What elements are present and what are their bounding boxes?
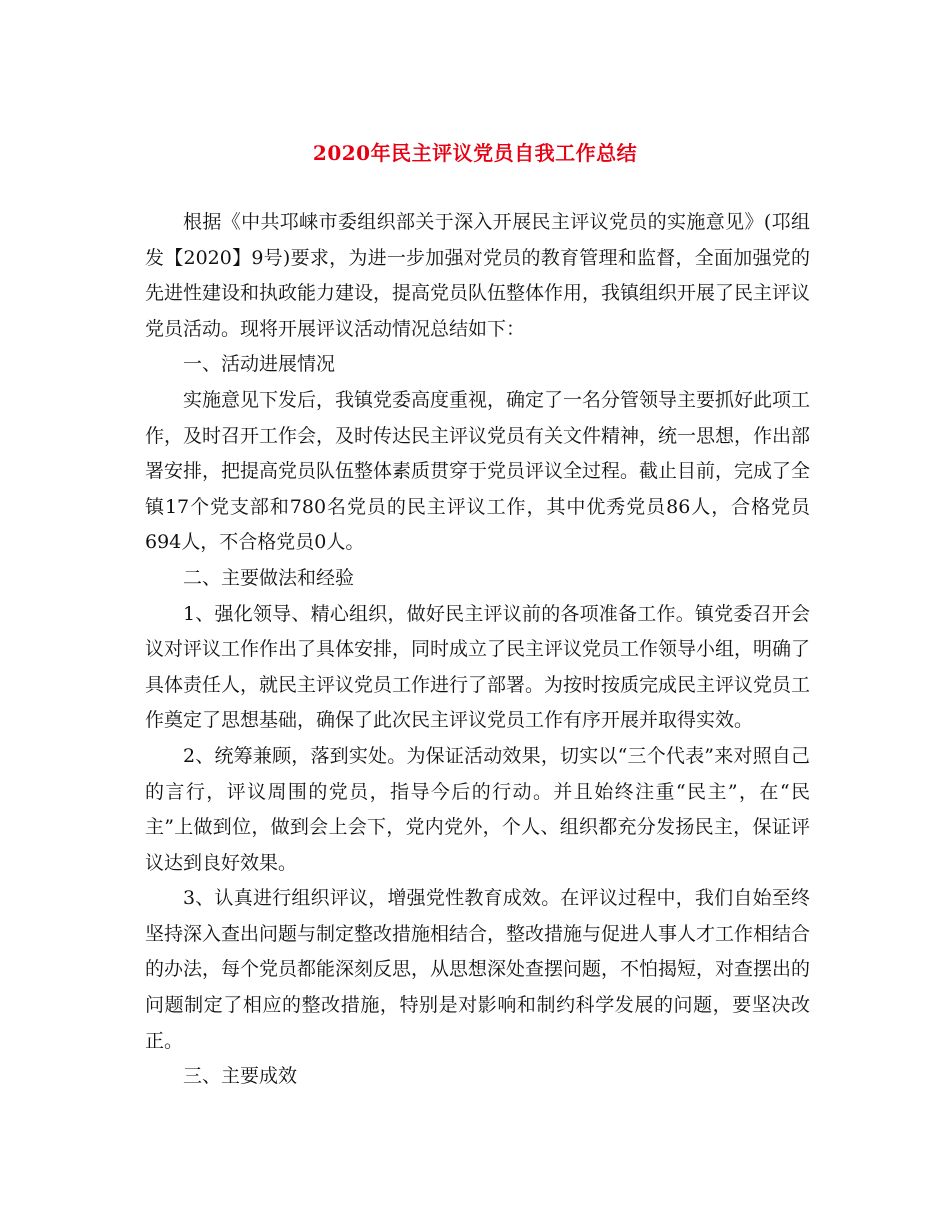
method-paragraph-1: 1、强化领导、精心组织，做好民主评议前的各项准备工作。镇党委召开会议对评议工作作出了具体安排，同时成立了民主评议党员工作领导小组，明确了具体责任人，就民主评议党员工作进行了部署。为按时按质完成民主评议党员工作奠定了思想基础，确保了此次民主评议党员工作有序开展并取得实效。: [145, 602, 811, 732]
section-heading-progress: 一、活动进展情况: [183, 353, 336, 376]
document-body: [145, 205, 810, 1095]
intro-paragraph: 根据《中共邛崃市委组织部关于深入开展民主评议党员的实施意见》(邛组发【2020】9号)要求，为进一步加强对党员的教育管理和监督，全面加强党的先进性建设和执政能力建设，提高党员队伍整体作用，我镇组织开展了民主评议党员活动。现将开展评议活动情况总结如下：: [145, 211, 811, 340]
method-paragraph-3: 3、认真进行组织评议，增强党性教育成效。在评议过程中，我们自始至终坚持深入查出问题与制定整改措施相结合，整改措施与促进人事人才工作相结合的办法，每个党员都能深刻反思，从思想深处查摆问题，不怕揭短，对查摆出的问题制定了相应的整改措施，特别是对影响和制约科学发展的问题，要坚决改正。: [145, 887, 811, 1052]
section-heading-results: 三、主要成效: [183, 1065, 298, 1088]
progress-paragraph: 实施意见下发后，我镇党委高度重视，确定了一名分管领导主要抓好此项工作，及时召开工作会，及时传达民主评议党员有关文件精神，统一思想，作出部署安排，把提高党员队伍整体素质贯穿于党员评议全过程。截止目前，完成了全镇17个党支部和780名党员的民主评议工作，其中优秀党员86人，合格党员694人，不合格党员0人。: [145, 388, 811, 554]
document-title: 2020年民主评议党员自我工作总结: [312, 141, 638, 165]
section-heading-methods: 二、主要做法和经验: [183, 566, 355, 589]
method-paragraph-2: 2、统筹兼顾，落到实处。为保证活动效果，切实以“三个代表”来对照自己的言行，评议周围的党员，指导今后的行动。并且始终注重“民主”，在“民主”上做到位，做到会上会下，党内党外，个人、组织都充分发扬民主，保证评议达到良好效果。: [145, 744, 810, 874]
